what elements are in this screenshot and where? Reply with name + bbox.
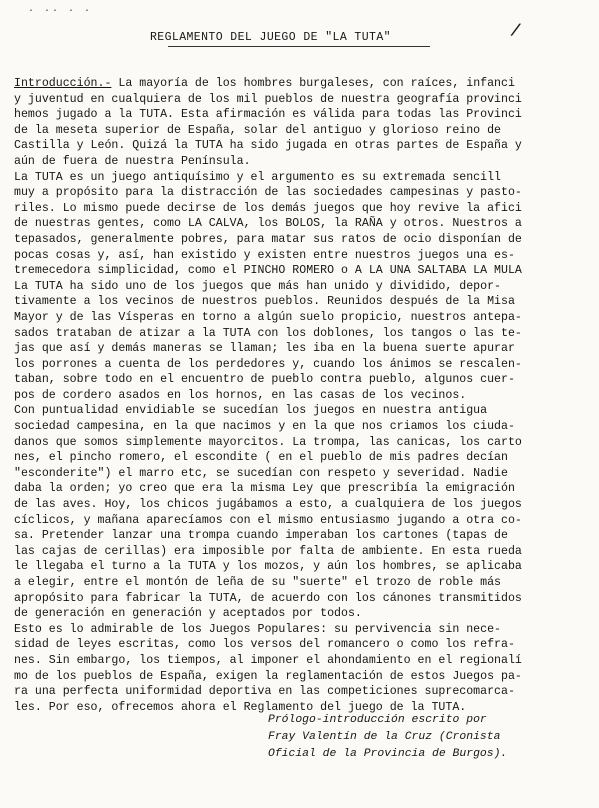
intro-first-line-rest: La mayoría de los hombres burgaleses, con raíces, infanci xyxy=(111,77,515,90)
text-line: a elegir, entre el montón de leña de su "suerte" el trozo de roble más xyxy=(14,576,502,589)
text-line: de nuestras gentes, como LA CALVA, los BOLOS, la RAÑA y otros. Nuestros a xyxy=(14,217,522,231)
text-line: de la meseta superior de España, solar del antiguo y glorioso reino de xyxy=(14,123,502,137)
text-line: "esconderite") el marro etc, se sucedían con respeto y severidad. Nadie xyxy=(14,466,508,480)
text-line: apropósito para fabricar la TUTA, de acuerdo con los cánones transmitidos xyxy=(14,591,522,605)
signature-line: Oficial de la Provincia de Burgos). xyxy=(268,748,508,760)
text-line: sidad de leyes escritas, como los versos del romancero o como los refra- xyxy=(14,638,515,652)
text-line: nes, el pincho romero, el escondite ( en el pueblo de mis padres decían xyxy=(14,451,508,465)
text-line: las cajas de cerillas) era imposible por falta de ambiente. En esta rueda xyxy=(14,544,522,558)
text-line: de las aves. Hoy, los chicos jugábamos a esto, a cualquiera de los juegos xyxy=(14,498,522,512)
text-line: pocas cosas y, así, han existido y existen entre nuestros juegos una es- xyxy=(14,248,515,262)
text-line: taban, sobre todo en el encuentro de pueblo contra pueblo, algunos cuer- xyxy=(14,373,515,387)
text-line: danos que somos simplemente mayorcitos. La trompa, las canicas, los carto xyxy=(14,435,522,449)
signature-line: Fray Valentín de la Cruz (Cronista xyxy=(268,731,501,743)
text-line: Esto es lo admirable de los Juegos Populares: su pervivencia sin nece- xyxy=(14,622,502,636)
corner-marks: · ·· · · xyxy=(28,6,93,17)
text-line: muy a propósito para la distracción de las sociedades campesinas y pasto- xyxy=(14,186,522,200)
signature-block xyxy=(268,712,507,763)
text-line: tepasados, generalmente pobres, para matar sus ratos de ocio disponían de xyxy=(14,232,522,246)
text-line: sociedad campesina, en la que nacimos y en la que nos criamos los ciuda- xyxy=(14,420,515,434)
text-line: riles. Lo mismo puede decirse de los demás juegos que hoy revive la afici xyxy=(14,201,522,215)
text-line: sa. Pretender lanzar una trompa cuando imperaban los cartones (tapas de xyxy=(14,529,508,543)
text-line: pos de cordero asados en los hornos, en las casas de los vecinos. xyxy=(14,388,467,402)
text-line: nes. Sin embargo, los tiempos, al imponer el ahondamiento en el regionalí xyxy=(14,653,522,667)
text-line: La TUTA ha sido uno de los juegos que más han unido y dividido, depor- xyxy=(14,279,502,293)
text-line: cíclicos, y mañana aparecíamos con el mismo entusiasmo jugando a otra co- xyxy=(14,513,522,527)
text-line: daba la orden; yo creo que era la misma Ley que prescribía la emigración xyxy=(14,482,515,496)
text-line: ra una perfecta uniformidad deportiva en las competiciones suprecomarca- xyxy=(14,685,515,699)
text-line: Con puntualidad envidiable se sucedían los juegos en nuestra antigua xyxy=(14,404,488,418)
text-line: de generación en generación y aceptados por todos. xyxy=(14,607,362,621)
intro-first-line xyxy=(14,76,594,92)
text-line: le llegaba el turno a la TUTA y los mozos, y aún los hombres, se aplicaba xyxy=(14,560,522,574)
text-line: tivamente a los vecinos de nuestros pueblos. Reunidos después de la Misa xyxy=(14,295,515,309)
text-line: los porrones a cuenta de los perdedores y, cuando los ánimos se rescalen- xyxy=(14,357,522,371)
text-line: jas que así y demás maneras se llaman; les iba en la buena suerte apurar xyxy=(14,342,515,356)
text-line: Mayor y de las Vísperas en torno a algún suelo propicio, nuestros antepa- xyxy=(14,310,522,324)
text-line: hemos jugado a la TUTA. Esta afirmación es válida para todas las Provinci xyxy=(14,108,522,122)
title-underline xyxy=(168,46,430,47)
text-line: aún de fuera de nuestra Península. xyxy=(14,154,251,168)
intro-heading: Introducción.- xyxy=(14,77,112,90)
margin-mark: / xyxy=(508,21,523,43)
text-line: Castilla y León. Quizá la TUTA ha sido jugada en otras partes de España y xyxy=(14,139,522,153)
signature-line: Prólogo-introducción escrito por xyxy=(268,714,487,726)
text-line: tremecedora simplicidad, como el PINCHO ROMERO o A LA UNA SALTABA LA MULA xyxy=(14,264,522,278)
body-text xyxy=(14,76,594,715)
text-line: sados trataban de atizar a la TUTA con los doblones, los tangos o las te- xyxy=(14,326,522,340)
page-title: REGLAMENTO DEL JUEGO DE "LA TUTA" xyxy=(150,31,391,44)
text-line: les. Por eso, ofrecemos ahora el Reglamento del juego de la TUTA. xyxy=(14,700,467,714)
text-line: y juventud en cualquiera de los mil pueblos de nuestra geografía provinci xyxy=(14,92,522,106)
text-line: mo de los pueblos de España, exigen la reglamentación de estos Juegos pa- xyxy=(14,669,522,683)
text-line: La TUTA es un juego antiquísimo y el argumento es su extremada sencill xyxy=(14,170,502,184)
